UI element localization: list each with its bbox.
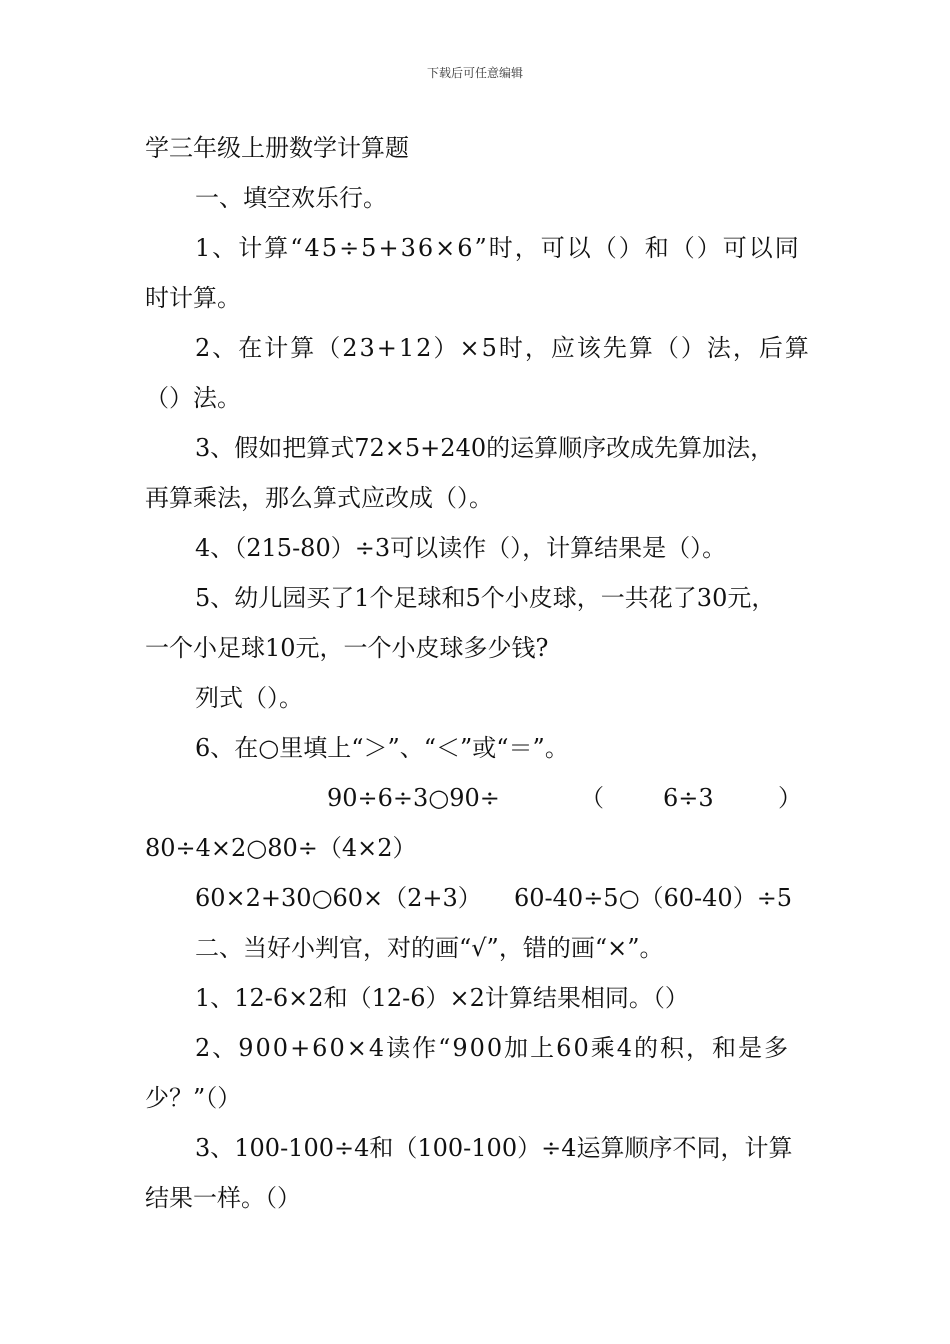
question-3-line-2: 再算乘法，那么算式应改成（）。 bbox=[145, 484, 493, 512]
question-5-line-1: 5、幼儿园买了1个足球和5个小皮球，一共花了30元， bbox=[195, 584, 776, 612]
question-5-answer-line: 列式（）。 bbox=[195, 684, 303, 712]
question-1-line-1: 1、计算“45÷5+36×6”时，可以（）和（）可以同 bbox=[195, 234, 801, 262]
comparison-1-open-paren: （ bbox=[580, 784, 604, 812]
judge-2-line-1: 2、900+60×4读作“900加上60乘4的积，和是多 bbox=[195, 1034, 790, 1062]
page-header-note: 下载后可任意编辑 bbox=[426, 66, 523, 80]
judge-3-line-1: 3、100-100÷4和（100-100）÷4运算顺序不同，计算 bbox=[195, 1134, 793, 1162]
question-2-line-1: 2、在计算（23+12）×5时，应该先算（）法，后算 bbox=[195, 334, 811, 362]
question-5-line-2: 一个小足球10元，一个小皮球多少钱? bbox=[145, 634, 549, 662]
question-4: 4、（215-80）÷3可以读作（），计算结果是（）。 bbox=[195, 534, 727, 562]
comparison-2: 80÷4×2○80÷（4×2） bbox=[145, 834, 417, 862]
comparison-4: 60-40÷5○（60-40）÷5 bbox=[514, 884, 793, 912]
section-heading-fill-blank: 一、填空欢乐行。 bbox=[195, 184, 387, 212]
judge-1: 1、12-6×2和（12-6）×2计算结果相同。（） bbox=[195, 984, 689, 1012]
document-title: 学三年级上册数学计算题 bbox=[145, 134, 409, 162]
section-heading-judge: 二、当好小判官，对的画“√”，错的画“×”。 bbox=[195, 934, 664, 962]
judge-2-line-2: 少？”（） bbox=[145, 1084, 242, 1112]
comparison-1-left: 90÷6÷3○90÷ bbox=[327, 784, 500, 812]
question-1-line-2: 时计算。 bbox=[145, 284, 241, 312]
comparison-1-close-paren: ） bbox=[778, 784, 802, 812]
question-2-line-2: （）法。 bbox=[145, 384, 241, 412]
judge-3-line-2: 结果一样。（） bbox=[145, 1184, 301, 1212]
question-6: 6、在○里填上“＞”、“＜”或“＝”。 bbox=[195, 734, 569, 762]
comparison-3: 60×2+30○60×（2+3） bbox=[195, 884, 482, 912]
question-3-line-1: 3、假如把算式72×5+240的运算顺序改成先算加法， bbox=[195, 434, 775, 462]
comparison-1-inner: 6÷3 bbox=[663, 784, 714, 812]
